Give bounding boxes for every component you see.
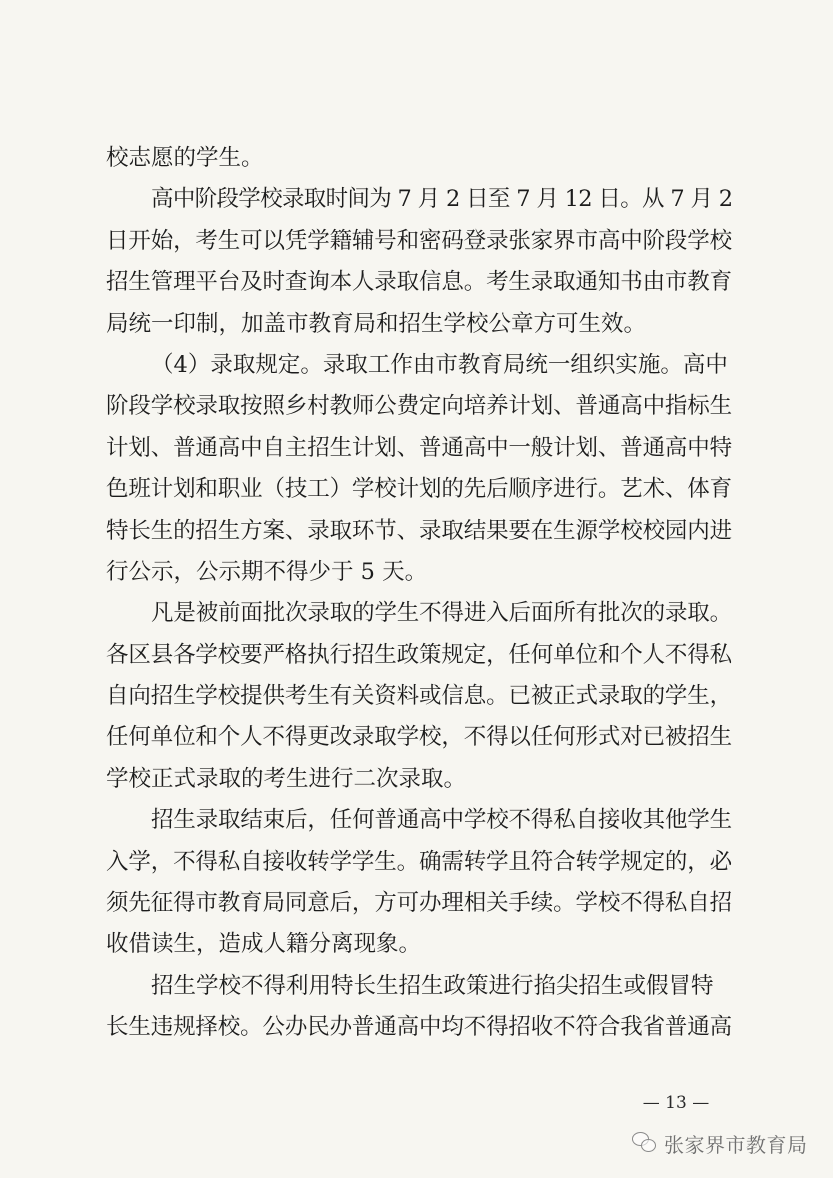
text-line: 阶段学校录取按照乡村教师公费定向培养计划、普通高中指标生 — [106, 393, 733, 420]
text-line: 特长生的招生方案、录取环节、录取结果要在生源学校校园内进 — [106, 517, 733, 544]
text-line: 行公示，公示期不得少于 5 天。 — [106, 558, 428, 585]
text-line: 色班计划和职业（技工）学校计划的先后顺序进行。艺术、体育 — [106, 476, 733, 503]
text-line: 收借读生，造成人籍分离现象。 — [106, 931, 422, 958]
text-line: 招生管理平台及时查询本人录取信息。考生录取通知书由市教育 — [106, 269, 733, 296]
text-line: 局统一印制，加盖市教育局和招生学校公章方可生效。 — [106, 310, 647, 337]
wechat-icon — [632, 1132, 658, 1154]
text-line: 高中阶段学校录取时间为 7 月 2 日至 7 月 12 日。从 7 月 2 — [151, 186, 733, 213]
text-line: 各区县各学校要严格执行招生政策规定，任何单位和个人不得私 — [106, 641, 733, 668]
watermark-text: 张家界市教育局 — [664, 1132, 808, 1157]
text-line: 学校正式录取的考生进行二次录取。 — [106, 765, 467, 792]
text-line: 凡是被前面批次录取的学生不得进入后面所有批次的录取。 — [151, 600, 733, 627]
text-line: 日开始，考生可以凭学籍辅号和密码登录张家界市高中阶段学校 — [106, 227, 733, 254]
wechat-watermark — [632, 1128, 808, 1158]
page-number: — 13 — — [642, 1093, 710, 1113]
text-line: （4）录取规定。录取工作由市教育局统一组织实施。高中 — [151, 351, 728, 378]
text-line: 校志愿的学生。 — [106, 145, 264, 171]
text-line: 须先征得市教育局同意后，方可办理相关手续。学校不得私自招 — [106, 890, 733, 917]
text-line: 长生违规择校。公办民办普通高中均不得招收不符合我省普通高 — [106, 1014, 733, 1041]
text-line: 入学，不得私自接收转学学生。确需转学且符合转学规定的，必 — [106, 848, 733, 875]
text-line: 自向招生学校提供考生有关资料或信息。已被正式录取的学生， — [106, 683, 733, 710]
text-line: 任何单位和个人不得更改录取学校，不得以任何形式对已被招生 — [106, 724, 733, 751]
text-line: 招生录取结束后，任何普通高中学校不得私自接收其他学生 — [151, 807, 733, 834]
text-line: 计划、普通高中自主招生计划、普通高中一般计划、普通高中特 — [106, 434, 733, 461]
body-text — [106, 138, 732, 1049]
text-line: 招生学校不得利用特长生招生政策进行掐尖招生或假冒特 — [151, 972, 714, 999]
